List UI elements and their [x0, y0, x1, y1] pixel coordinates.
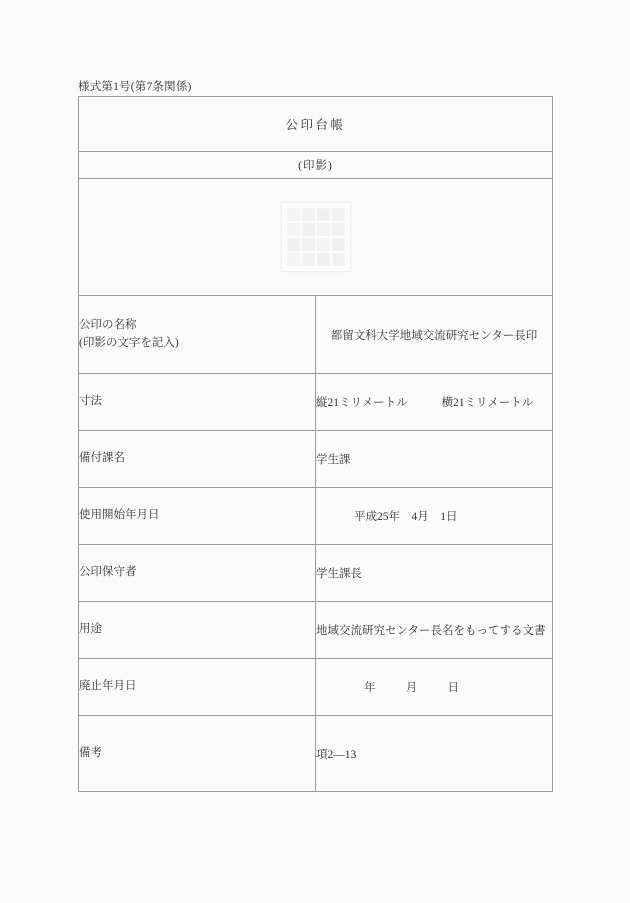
row-label-seal-name — [79, 296, 316, 374]
row-label-keeper — [79, 545, 316, 602]
abolish-date-day-unit: 日 — [447, 682, 460, 694]
table-row — [79, 488, 553, 545]
row-label-text: 公印の名称 — [79, 318, 137, 331]
row-label-text: 廃止年月日 — [79, 680, 137, 693]
abolish-date-month-unit: 月 — [405, 682, 418, 694]
table-row — [79, 659, 553, 716]
table-row-seal-label — [79, 152, 553, 179]
table-row-title — [79, 97, 553, 152]
row-value-department — [316, 431, 553, 488]
table-row — [79, 374, 553, 431]
row-value-purpose — [316, 602, 553, 659]
seal-impression-cell — [79, 179, 553, 296]
row-label-dimensions — [79, 374, 316, 431]
row-value-seal-name — [316, 296, 553, 374]
row-label-purpose — [79, 602, 316, 659]
seal-glyph-grid — [287, 208, 345, 266]
seal-section-label-cell — [79, 152, 553, 179]
row-value-start-date — [316, 488, 553, 545]
row-label-subtext: (印影の文字を記入) — [79, 336, 179, 349]
row-label-text: 備付課名 — [79, 452, 125, 465]
row-value-text: 平成25年 4月 1日 — [354, 511, 458, 523]
row-value-text: 都留文科大学地域交流研究センター長印 — [330, 329, 538, 342]
table-row — [79, 716, 553, 792]
row-value-abolish-date — [316, 659, 553, 716]
row-label-text: 備考 — [79, 746, 102, 759]
dimension-horizontal-value: 横21ミリメートル — [441, 397, 534, 409]
table-row — [79, 602, 553, 659]
row-label-department — [79, 431, 316, 488]
seal-ledger-table — [78, 96, 553, 792]
page-title: 公印台帳 — [285, 118, 346, 132]
form-number-label: 様式第1号(第7条関係) — [78, 81, 192, 93]
seal-impression-wrapper — [79, 179, 552, 295]
row-value-text: 学生課 — [316, 454, 351, 466]
table-row — [79, 431, 553, 488]
table-row-seal-image — [79, 179, 553, 296]
row-value-text: 地域交流研究センター長名をもってする文書 — [316, 625, 546, 637]
row-value-text: 学生課長 — [316, 568, 362, 580]
row-label-text: 使用開始年月日 — [79, 509, 160, 522]
row-label-remarks — [79, 716, 316, 792]
row-value-text: 項2—13 — [316, 748, 357, 761]
seal-impression-image — [281, 202, 351, 272]
seal-section-label: (印影) — [298, 160, 333, 172]
row-value-dimensions — [316, 374, 553, 431]
row-value-remarks — [316, 716, 553, 792]
document-title-cell — [79, 97, 553, 152]
row-value-keeper — [316, 545, 553, 602]
row-label-start-date — [79, 488, 316, 545]
table-row — [79, 296, 553, 374]
row-label-abolish-date — [79, 659, 316, 716]
table-row — [79, 545, 553, 602]
dimension-vertical-value: 縦21ミリメートル — [316, 397, 408, 409]
abolish-date-year-unit: 年 — [364, 682, 376, 694]
row-label-text: 公印保守者 — [79, 566, 137, 579]
row-label-text: 寸法 — [79, 395, 102, 408]
row-label-text: 用途 — [79, 623, 102, 636]
